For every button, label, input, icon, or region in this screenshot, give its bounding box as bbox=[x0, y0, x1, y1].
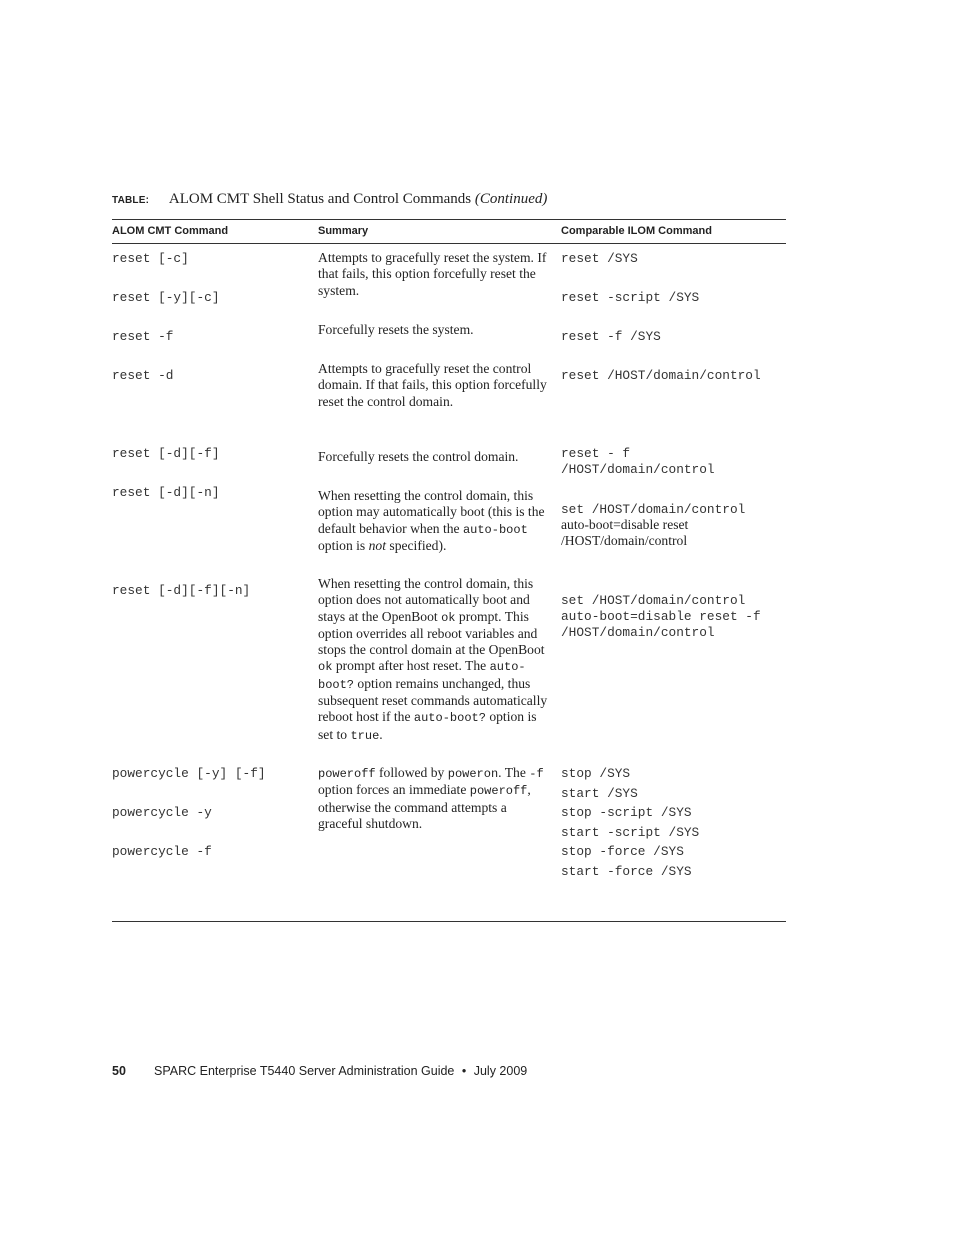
ilom-command: stop -force /SYS bbox=[561, 844, 684, 859]
header-ilom: Comparable ILOM Command bbox=[561, 225, 712, 237]
summary-cell: Forcefully resets the control domain. bbox=[318, 449, 519, 464]
summary-cell: When resetting the control domain, this option does not automatically boot and stays at the OpenBoot ok prompt. This option overrides all reboot variables and stops the control domain at the OpenBoot ok prompt after host reset. The auto-boot? option remains unchanged, thus subsequent reset commands automatically reboot host if the auto-boot? option is set to true. bbox=[318, 576, 548, 743]
summary-cell: When resetting the control domain, this option may automatically boot (this is the default behavior when the auto-boot option is not specified). bbox=[318, 488, 545, 553]
alom-command: powercycle -f bbox=[112, 844, 212, 859]
ilom-command: /HOST/domain/control bbox=[561, 533, 688, 548]
ilom-command: start -force /SYS bbox=[561, 864, 692, 879]
alom-command: reset -d bbox=[112, 368, 174, 383]
ilom-command: reset /SYS bbox=[561, 251, 638, 266]
alom-command: powercycle [-y] [-f] bbox=[112, 766, 266, 781]
ilom-command: reset - f bbox=[561, 446, 631, 461]
document-date: July 2009 bbox=[473, 1064, 528, 1078]
alom-command: reset -f bbox=[112, 329, 174, 344]
ilom-command: auto-boot=disable reset bbox=[561, 517, 689, 532]
table-top-rule bbox=[112, 219, 786, 220]
ilom-command: reset -script /SYS bbox=[561, 290, 700, 305]
summary-cell: poweroff followed by poweron. The -f option forces an immediate poweroff, otherwise the command attempts a graceful shutdown. bbox=[318, 765, 544, 831]
ilom-command: start -script /SYS bbox=[561, 825, 700, 840]
ilom-command: /HOST/domain/control bbox=[561, 462, 715, 477]
table-caption bbox=[112, 191, 547, 208]
ilom-command: set /HOST/domain/control bbox=[561, 502, 746, 517]
page-footer bbox=[112, 1064, 527, 1078]
ilom-command: set /HOST/domain/control bbox=[561, 593, 746, 608]
ilom-command: reset /HOST/domain/control bbox=[561, 368, 761, 383]
header-summary: Summary bbox=[318, 225, 369, 237]
alom-command: powercycle -y bbox=[112, 805, 212, 820]
table-label: TABLE: bbox=[112, 195, 150, 206]
summary-cell: Attempts to gracefully reset the system. If that fails, this option forcefully reset the system. bbox=[318, 250, 547, 298]
alom-command: reset [-y][-c] bbox=[112, 290, 220, 305]
document-title: SPARC Enterprise T5440 Server Administration Guide bbox=[154, 1064, 455, 1078]
alom-command: reset [-c] bbox=[112, 251, 189, 266]
header-alom: ALOM CMT Command bbox=[112, 225, 229, 237]
table-bottom-rule bbox=[112, 921, 786, 922]
ilom-command: reset -f /SYS bbox=[561, 329, 661, 344]
alom-command: reset [-d][-f] bbox=[112, 446, 220, 461]
ilom-command: stop -script /SYS bbox=[561, 805, 692, 820]
page-number: 50 bbox=[112, 1064, 126, 1078]
ilom-command: /HOST/domain/control bbox=[561, 625, 715, 640]
summary-cell: Forcefully resets the system. bbox=[318, 322, 474, 337]
alom-command: reset [-d][-n] bbox=[112, 485, 220, 500]
alom-command: reset [-d][-f][-n] bbox=[112, 583, 251, 598]
table-continued: (Continued) bbox=[474, 191, 548, 207]
table-header-rule bbox=[112, 243, 786, 244]
table-title: ALOM CMT Shell Status and Control Commands bbox=[168, 191, 472, 207]
summary-cell: Attempts to gracefully reset the control domain. If that fails, this option forcefully reset the control domain. bbox=[318, 361, 547, 409]
ilom-command: stop /SYS bbox=[561, 766, 631, 781]
footer-bullet: • bbox=[461, 1064, 467, 1078]
ilom-command: start /SYS bbox=[561, 786, 638, 801]
ilom-command: auto-boot=disable reset -f bbox=[561, 609, 761, 624]
